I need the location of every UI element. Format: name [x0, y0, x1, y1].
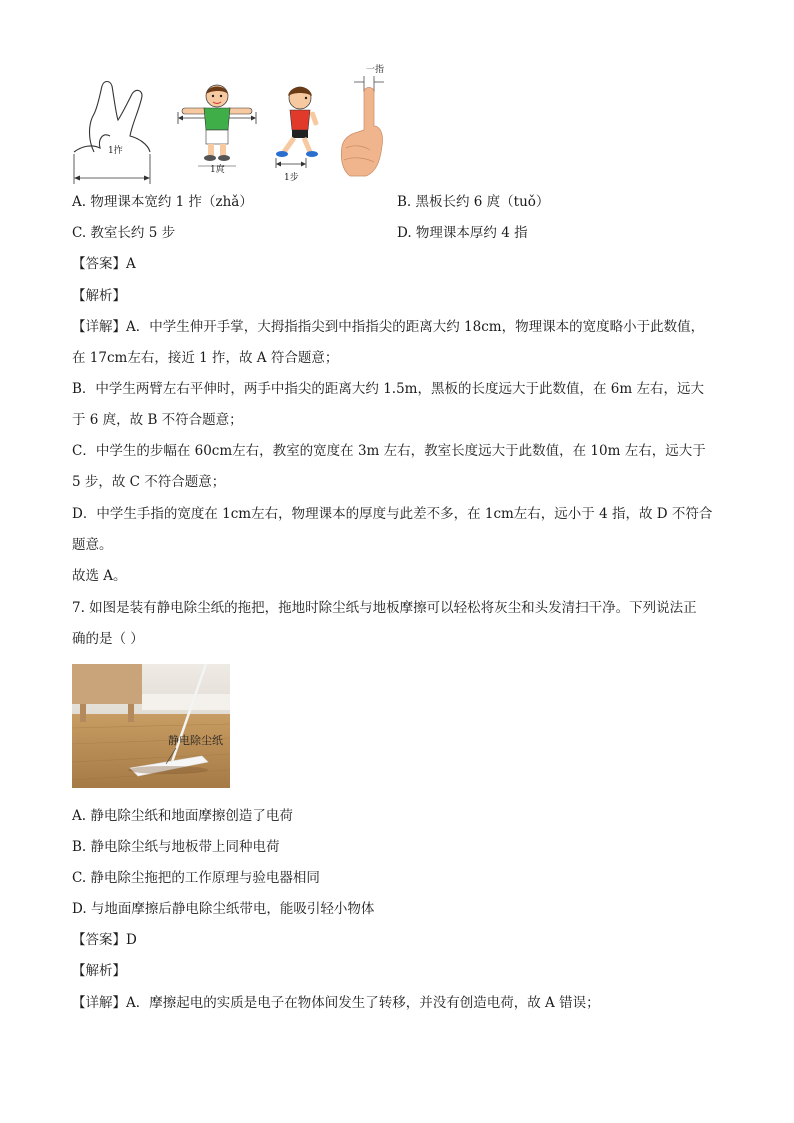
measurement-figures — [72, 62, 392, 184]
mop-photo-label: 静电除尘纸 — [168, 734, 223, 747]
q7-stem-line: 7. 如图是装有静电除尘纸的拖把，拖地时除尘纸与地板摩擦可以轻松将灰尘和头发清扫干净。下列说法正 — [72, 600, 697, 616]
finger-width-figure — [336, 62, 386, 178]
step-length-figure — [272, 84, 324, 168]
q7-answer: 【答案】D — [72, 932, 137, 948]
mop-photo-image — [72, 664, 230, 788]
q6-answer: 【答案】A — [72, 256, 136, 272]
tuo-label: 1庹 — [210, 165, 225, 175]
zhi-label: 一指 — [366, 65, 385, 75]
q6-option-c: C. 教室长约 5 步 — [72, 225, 176, 241]
q6-detail-line: D．中学生手指的宽度在 1cm左右，物理课本的厚度与此差不多，在 1cm左右，远小于 4 指，故 D 不符合 — [72, 506, 713, 522]
q6-option-d: D. 物理课本厚约 4 指 — [397, 225, 528, 241]
q7-analysis-heading: 【解析】 — [72, 963, 126, 979]
q6-detail-line: 于 6 庹，故 B 不符合题意； — [72, 412, 243, 428]
q6-detail-line: C．中学生的步幅在 60cm左右，教室的宽度在 3m 左右，教室长度远大于此数值，在 10m 左右，远大于 — [72, 443, 706, 459]
q6-detail-line: B．中学生两臂左右平伸时，两手中指尖的距离大约 1.5m，黑板的长度远大于此数值，在 6m 左右，远大 — [72, 381, 704, 397]
zha-label: 1拃 — [106, 143, 125, 156]
q6-detail-line: 【详解】A．中学生伸开手掌，大拇指指尖到中指指尖的距离大约 18cm，物理课本的宽度略小于此数值， — [72, 319, 705, 335]
mop-photo — [72, 664, 230, 788]
q6-detail-line: 题意。 — [72, 537, 113, 553]
q6-detail-line: 5 步，故 C 不符合题意； — [72, 474, 226, 490]
q7-detail-line: 【详解】A．摩擦起电的实质是电子在物体间发生了转移，并没有创造电荷，故 A 错误； — [72, 995, 600, 1011]
q6-detail-line: 在 17cm左右，接近 1 拃，故 A 符合题意； — [72, 350, 339, 366]
bu-label: 1步 — [284, 173, 299, 183]
q6-analysis-heading: 【解析】 — [72, 288, 126, 304]
hand-span-figure — [72, 80, 156, 184]
q6-option-b: B. 黑板长约 6 庹（tuǒ） — [397, 194, 550, 210]
q7-option-a: A. 静电除尘纸和地面摩擦创造了电荷 — [72, 808, 293, 824]
q7-option-d: D. 与地面摩擦后静电除尘纸带电，能吸引轻小物体 — [72, 901, 375, 917]
q7-option-b: B. 静电除尘纸与地板带上同种电荷 — [72, 839, 280, 855]
q7-stem-line: 确的是（ ） — [72, 631, 144, 647]
q6-conclusion: 故选 A。 — [72, 568, 127, 584]
q6-option-a: A. 物理课本宽约 1 拃（zhǎ） — [72, 194, 253, 210]
q7-option-c: C. 静电除尘拖把的工作原理与验电器相同 — [72, 870, 320, 886]
